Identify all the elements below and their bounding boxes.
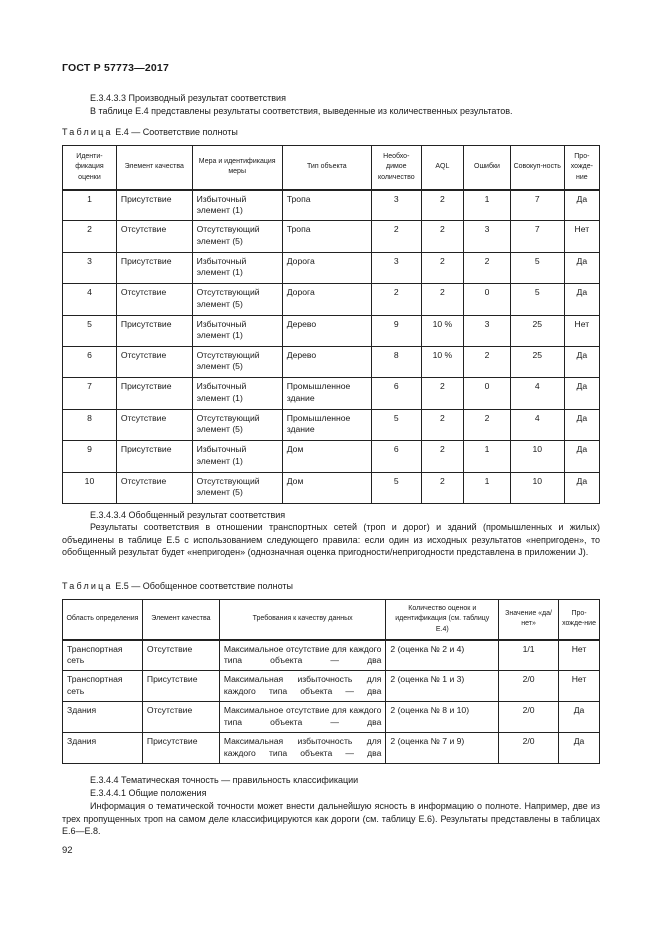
table4-cell: Отсутствующий элемент (5) — [192, 409, 282, 440]
table4-cell: Дерево — [282, 315, 371, 346]
table4-cell: Отсутствие — [116, 284, 192, 315]
table4-row — [63, 315, 600, 346]
table5-cell: Присутствие — [142, 671, 219, 702]
table5-cell: Отсутствие — [142, 640, 219, 671]
table4-cell: 3 — [464, 221, 511, 252]
table4-header-cell: Иденти-фикация оценки — [63, 146, 117, 190]
table4-cell: Да — [564, 409, 599, 440]
table4-cell: 2 — [421, 441, 464, 472]
table4-cell: Избыточный элемент (1) — [192, 441, 282, 472]
table5-cell: 2 (оценка № 1 и 3) — [386, 671, 499, 702]
table4-cell: Избыточный элемент (1) — [192, 252, 282, 283]
table5-header-cell: Про-хожде-ние — [559, 600, 600, 640]
table4-cell: 4 — [63, 284, 117, 315]
table4-cell: Отсутствие — [116, 346, 192, 377]
table4-cell: 3 — [63, 252, 117, 283]
table4-cell: Избыточный элемент (1) — [192, 315, 282, 346]
table4-cell: 4 — [510, 378, 564, 409]
table5-cell: Максимальная избыточность для каждого типа объекта — два — [219, 671, 386, 702]
table4-cell: 3 — [464, 315, 511, 346]
table4-cell: 1 — [464, 190, 511, 221]
table4-header-cell: Мера и идентификация меры — [192, 146, 282, 190]
table4-caption-text: Е.4 — Соответствие полноты — [115, 127, 238, 137]
table4-cell: 5 — [371, 409, 421, 440]
table4-cell: 0 — [464, 284, 511, 315]
table4-cell: Отсутствующий элемент (5) — [192, 221, 282, 252]
page-number: 92 — [62, 845, 73, 856]
table4-cell: Дом — [282, 441, 371, 472]
table4-cell: Да — [564, 472, 599, 503]
table5-cell: Здания — [63, 702, 143, 733]
table4-cell: Нет — [564, 315, 599, 346]
table5-cell: Да — [559, 702, 600, 733]
table5-header-cell: Требования к качеству данных — [219, 600, 386, 640]
table5-cell: 2/0 — [499, 671, 559, 702]
table4-cell: 10 — [63, 472, 117, 503]
table4-header-cell: Тип объекта — [282, 146, 371, 190]
table4-cell: Присутствие — [116, 315, 192, 346]
table4-row — [63, 252, 600, 283]
table4-cell: 2 — [371, 284, 421, 315]
table4-cell: 2 — [464, 252, 511, 283]
table4-row — [63, 441, 600, 472]
table5-header-cell: Значение «да/нет» — [499, 600, 559, 640]
table4-row — [63, 190, 600, 221]
table4-cell: 2 — [63, 221, 117, 252]
table4-cell: 2 — [421, 252, 464, 283]
table4-header-cell: Элемент качества — [116, 146, 192, 190]
table4-cell: Отсутствующий элемент (5) — [192, 472, 282, 503]
table4-cell: 1 — [464, 441, 511, 472]
table4-cell: Да — [564, 284, 599, 315]
table4-cell: Дорога — [282, 284, 371, 315]
table4-header-cell: AQL — [421, 146, 464, 190]
table4-cell: 6 — [63, 346, 117, 377]
table5-cell: Максимальное отсутствие для каждого типа объекта — два — [219, 640, 386, 671]
table5-row — [63, 702, 600, 733]
section-heading-e3441: Е.3.4.4.1 Общие положения — [90, 788, 207, 798]
table4-cell: 2 — [421, 409, 464, 440]
table4-cell: 10 — [510, 472, 564, 503]
table4-row — [63, 378, 600, 409]
section-heading-e344: Е.3.4.4 Тематическая точность — правильность классификации — [90, 775, 359, 785]
table4-cell: 10 — [510, 441, 564, 472]
table4-header-cell: Необхо-димое количество — [371, 146, 421, 190]
table4-cell: 5 — [63, 315, 117, 346]
table5-header-cell: Элемент качества — [142, 600, 219, 640]
table5-cell: 1/1 — [499, 640, 559, 671]
table4-cell: Тропа — [282, 221, 371, 252]
table4-cell: 10 % — [421, 315, 464, 346]
table4-cell: 2 — [421, 190, 464, 221]
table4-cell: Отсутствие — [116, 472, 192, 503]
table4-cell: 10 % — [421, 346, 464, 377]
table4-header-cell: Ошибки — [464, 146, 511, 190]
table4-cell: Отсутствующий элемент (5) — [192, 284, 282, 315]
table4-cell: Избыточный элемент (1) — [192, 190, 282, 221]
table4-cell: 1 — [63, 190, 117, 221]
table5-cell: 2 (оценка № 2 и 4) — [386, 640, 499, 671]
table5-cell: Транспортная сеть — [63, 640, 143, 671]
table4-row — [63, 284, 600, 315]
table4-header-cell: Про-хожде-ние — [564, 146, 599, 190]
table4-cell: 6 — [371, 441, 421, 472]
table4-cell: 2 — [464, 346, 511, 377]
table4-cell: 8 — [371, 346, 421, 377]
table5-cell: Присутствие — [142, 733, 219, 764]
table5-cell: 2 (оценка № 7 и 9) — [386, 733, 499, 764]
table4-header-cell: Совокуп-ность — [510, 146, 564, 190]
table4-cell: Присутствие — [116, 252, 192, 283]
table4-cell: Да — [564, 441, 599, 472]
table4-cell: 7 — [510, 221, 564, 252]
table4-cell: Присутствие — [116, 190, 192, 221]
table4-cell: Присутствие — [116, 441, 192, 472]
table4-cell: 7 — [63, 378, 117, 409]
table4-cell: Дерево — [282, 346, 371, 377]
table4-cell: 6 — [371, 378, 421, 409]
section-heading-e3434: Е.3.4.3.4 Обобщенный результат соответствия — [90, 510, 286, 520]
table4-cell: 0 — [464, 378, 511, 409]
table4-cell: 4 — [510, 409, 564, 440]
table4-cell: Тропа — [282, 190, 371, 221]
table4-cell: Да — [564, 378, 599, 409]
table5-header-cell: Количество оценок и идентификация (см. таблицу Е.4) — [386, 600, 499, 640]
table4-cell: Избыточный элемент (1) — [192, 378, 282, 409]
document-header: ГОСТ Р 57773—2017 — [62, 62, 170, 74]
table4-row — [63, 221, 600, 252]
table5-cell: Транспортная сеть — [63, 671, 143, 702]
table4-header-row — [63, 146, 600, 190]
table5-cell: 2 (оценка № 8 и 10) — [386, 702, 499, 733]
table5-cell: Максимальное отсутствие для каждого типа объекта — два — [219, 702, 386, 733]
table4-cell: Отсутствие — [116, 221, 192, 252]
table4-cell: Нет — [564, 221, 599, 252]
table4-row — [63, 409, 600, 440]
table4-cell: Да — [564, 346, 599, 377]
table5-cell: Да — [559, 733, 600, 764]
table4-cell: 2 — [421, 221, 464, 252]
table4-caption-label: Таблица — [62, 127, 113, 137]
table5-row — [63, 640, 600, 671]
table4-cell: 3 — [371, 190, 421, 221]
table5-cell: Нет — [559, 640, 600, 671]
table4-cell: Да — [564, 190, 599, 221]
table5-row — [63, 733, 600, 764]
table5-header-row — [63, 600, 600, 640]
section-heading-e3433: Е.3.4.3.3 Производный результат соответствия — [90, 93, 286, 103]
table4-cell: Дорога — [282, 252, 371, 283]
table4-cell: 1 — [464, 472, 511, 503]
completeness-table — [62, 145, 600, 504]
table5-cell: Здания — [63, 733, 143, 764]
table5-cell: Нет — [559, 671, 600, 702]
table4-cell: 5 — [371, 472, 421, 503]
table4-cell: Отсутствие — [116, 409, 192, 440]
table5-header-cell: Область определения — [63, 600, 143, 640]
table4-cell: 7 — [510, 190, 564, 221]
section-text-e3433: В таблице Е.4 представлены результаты соответствия, выведенные из количественных результатов. — [90, 106, 513, 116]
table4-cell: 25 — [510, 346, 564, 377]
table4-cell: 25 — [510, 315, 564, 346]
table5-cell: Максимальная избыточность для каждого типа объекта — два — [219, 733, 386, 764]
table5-cell: 2/0 — [499, 733, 559, 764]
table4-cell: Отсутствующий элемент (5) — [192, 346, 282, 377]
table5-caption — [62, 581, 293, 591]
table4-cell: 9 — [63, 441, 117, 472]
table4-caption — [62, 127, 238, 137]
table4-cell: Промышленное здание — [282, 409, 371, 440]
table5-cell: 2/0 — [499, 702, 559, 733]
table4-cell: 2 — [421, 284, 464, 315]
table4-cell: Промышленное здание — [282, 378, 371, 409]
table4-cell: 2 — [371, 221, 421, 252]
table4-cell: 2 — [421, 472, 464, 503]
table4-cell: 5 — [510, 252, 564, 283]
table4-cell: 3 — [371, 252, 421, 283]
table4-row — [63, 346, 600, 377]
table5-caption-label: Таблица — [62, 581, 113, 591]
table4-cell: 9 — [371, 315, 421, 346]
table4-cell: 8 — [63, 409, 117, 440]
section-text-e3434: Результаты соответствия в отношении транспортных сетей (троп и дорог) и зданий (промышленных и жилых) объединены в таблице Е.5 с использованием следующего правила: если один из исходных результатов «непригоден», то обобщенный результат будет «непригоден» (однозначная оценка пригодности/непригодности представлена в приложении J). — [62, 522, 600, 558]
table5-row — [63, 671, 600, 702]
table5-cell: Отсутствие — [142, 702, 219, 733]
table4-cell: Да — [564, 252, 599, 283]
table4-row — [63, 472, 600, 503]
table4-cell: 5 — [510, 284, 564, 315]
table4-cell: 2 — [421, 378, 464, 409]
table4-cell: Дом — [282, 472, 371, 503]
aggregated-completeness-table — [62, 599, 600, 764]
table4-cell: Присутствие — [116, 378, 192, 409]
section-text-e3441: Информация о тематической точности может внести дальнейшую ясность в информацию о полноте. Например, две из трех пропущенных троп на самом деле классифицируются как дороги (см. таблицу Е.6). Результаты представлены в таблицах Е.6—Е.8. — [62, 801, 600, 837]
table5-caption-text: Е.5 — Обобщенное соответствие полноты — [115, 581, 293, 591]
table4-cell: 2 — [464, 409, 511, 440]
